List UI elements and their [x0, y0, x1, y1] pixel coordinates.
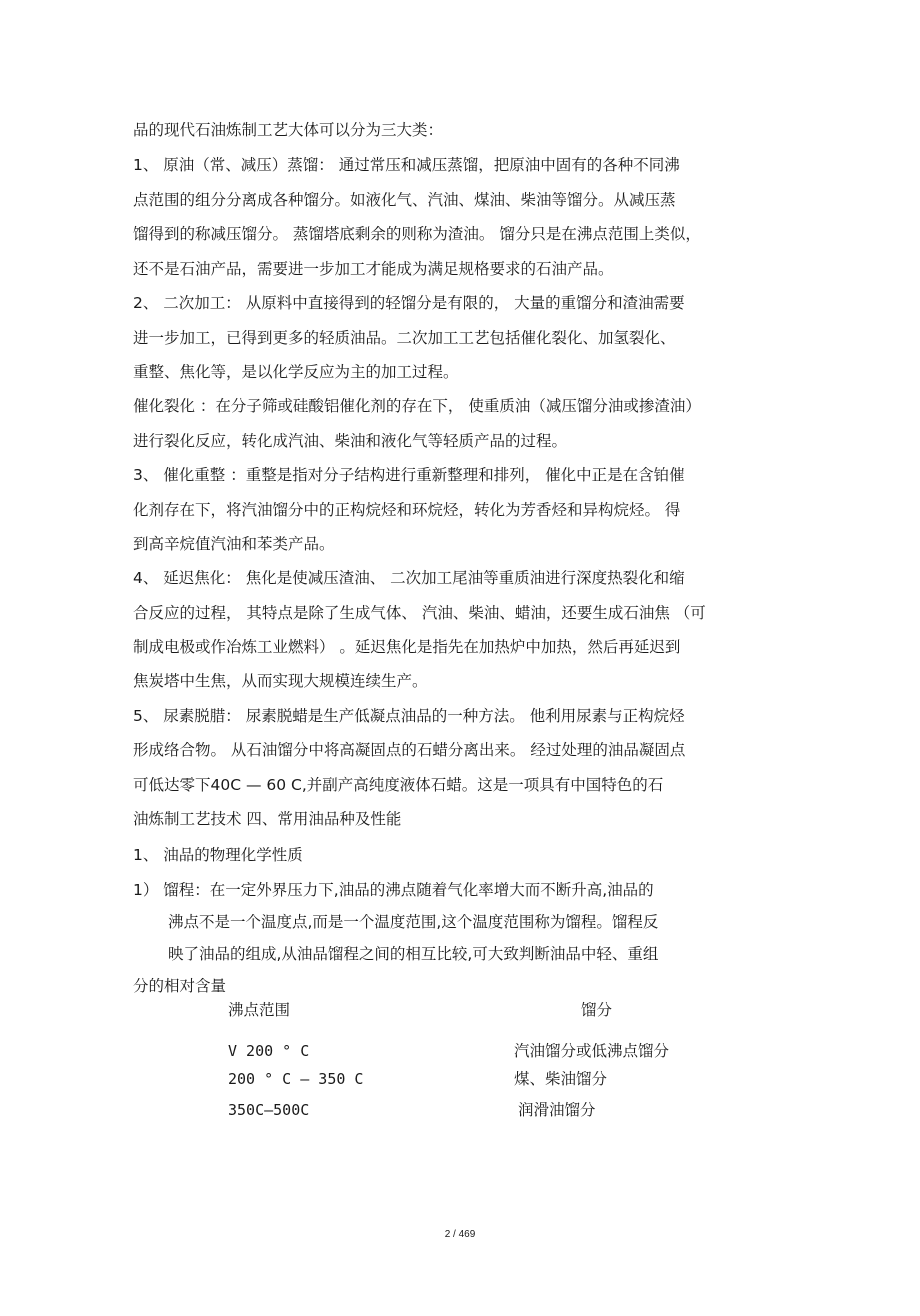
- text-line: 油炼制工艺技术 四、常用油品种及性能: [133, 810, 402, 828]
- table-cell-range: 200 ° C — 350 C: [228, 1070, 364, 1088]
- table-cell-fraction: 润滑油馏分: [518, 1101, 596, 1119]
- text-line: 沸点不是一个温度点,而是一个温度范围,这个温度范围称为馏程。馏程反: [168, 913, 659, 931]
- text-line: 焦炭塔中生焦，从而实现大规模连续生产。: [133, 672, 428, 690]
- text-line: 重整、焦化等，是以化学反应为主的加工过程。: [133, 363, 459, 381]
- text-line: 品的现代石油炼制工艺大体可以分为三大类：: [133, 121, 444, 139]
- text-line: 可低达零下40C — 60 C,并副产高纯度液体石蜡。这是一项具有中国特色的石: [133, 776, 664, 794]
- text-line: 映了油品的组成,从油品馏程之间的相互比较,可大致判断油品中轻、重组: [168, 945, 659, 963]
- text-line: 进行裂化反应，转化成汽油、柴油和液化气等轻质产品的过程。: [133, 432, 568, 450]
- text-line: 1、 原油（常、减压）蒸馏： 通过常压和减压蒸馏，把原油中固有的各种不同沸: [133, 156, 680, 174]
- text-line: 分的相对含量: [133, 977, 227, 995]
- table-header-fraction: 馏分: [581, 1001, 613, 1019]
- text-line: 催化裂化 ：在分子筛或硅酸铝催化剂的存在下， 使重质油（减压馏分油或掺渣油）: [133, 397, 701, 415]
- table-cell-fraction: 汽油馏分或低沸点馏分: [514, 1042, 670, 1060]
- text-line: 化剂存在下，将汽油馏分中的正构烷烃和环烷烃，转化为芳香烃和异构烷烃。 得: [133, 501, 681, 519]
- text-line: 1、 油品的物理化学性质: [133, 846, 303, 864]
- text-line: 4、 延迟焦化： 焦化是使减压渣油、 二次加工尾油等重质油进行深度热裂化和缩: [133, 569, 685, 587]
- table-cell-range: V 200 ° C: [228, 1042, 310, 1060]
- text-line: 点范围的组分分离成各种馏分。如液化气、汽油、煤油、柴油等馏分。从减压蒸: [133, 191, 676, 209]
- text-line: 1） 馏程：在一定外界压力下,油品的沸点随着气化率增大而不断升高,油品的: [133, 881, 654, 899]
- page-number: 2 / 469: [444, 1229, 476, 1240]
- text-line: 合反应的过程， 其特点是除了生成气体、 汽油、柴油、蜡油，还要生成石油焦 （可: [133, 604, 706, 622]
- text-line: 馏得到的称减压馏分。 蒸馏塔底剩余的则称为渣油。 馏分只是在沸点范围上类似，: [133, 225, 701, 243]
- text-line: 形成络合物。 从石油馏分中将高凝固点的石蜡分离出来。 经过处理的油品凝固点: [133, 741, 686, 759]
- table-cell-fraction: 煤、柴油馏分: [514, 1070, 608, 1088]
- text-line: 进一步加工，已得到更多的轻质油品。二次加工工艺包括催化裂化、加氢裂化、: [133, 329, 676, 347]
- text-line: 到高辛烷值汽油和苯类产品。: [133, 535, 335, 553]
- table-cell-range: 350C—500C: [228, 1101, 310, 1119]
- table-header-range: 沸点范围: [228, 1001, 291, 1019]
- text-line: 制成电极或作冶炼工业燃料） 。延迟焦化是指先在加热炉中加热，然后再延迟到: [133, 638, 681, 656]
- text-line: 5、 尿素脱腊： 尿素脱蜡是生产低凝点油品的一种方法。 他利用尿素与正构烷烃: [133, 707, 685, 725]
- text-line: 3、 催化重整 ：重整是指对分子结构进行重新整理和排列， 催化中正是在含铂催: [133, 466, 685, 484]
- text-line: 还不是石油产品，需要进一步加工才能成为满足规格要求的石油产品。: [133, 260, 614, 278]
- text-line: 2、 二次加工： 从原料中直接得到的轻馏分是有限的， 大量的重馏分和渣油需要: [133, 294, 685, 312]
